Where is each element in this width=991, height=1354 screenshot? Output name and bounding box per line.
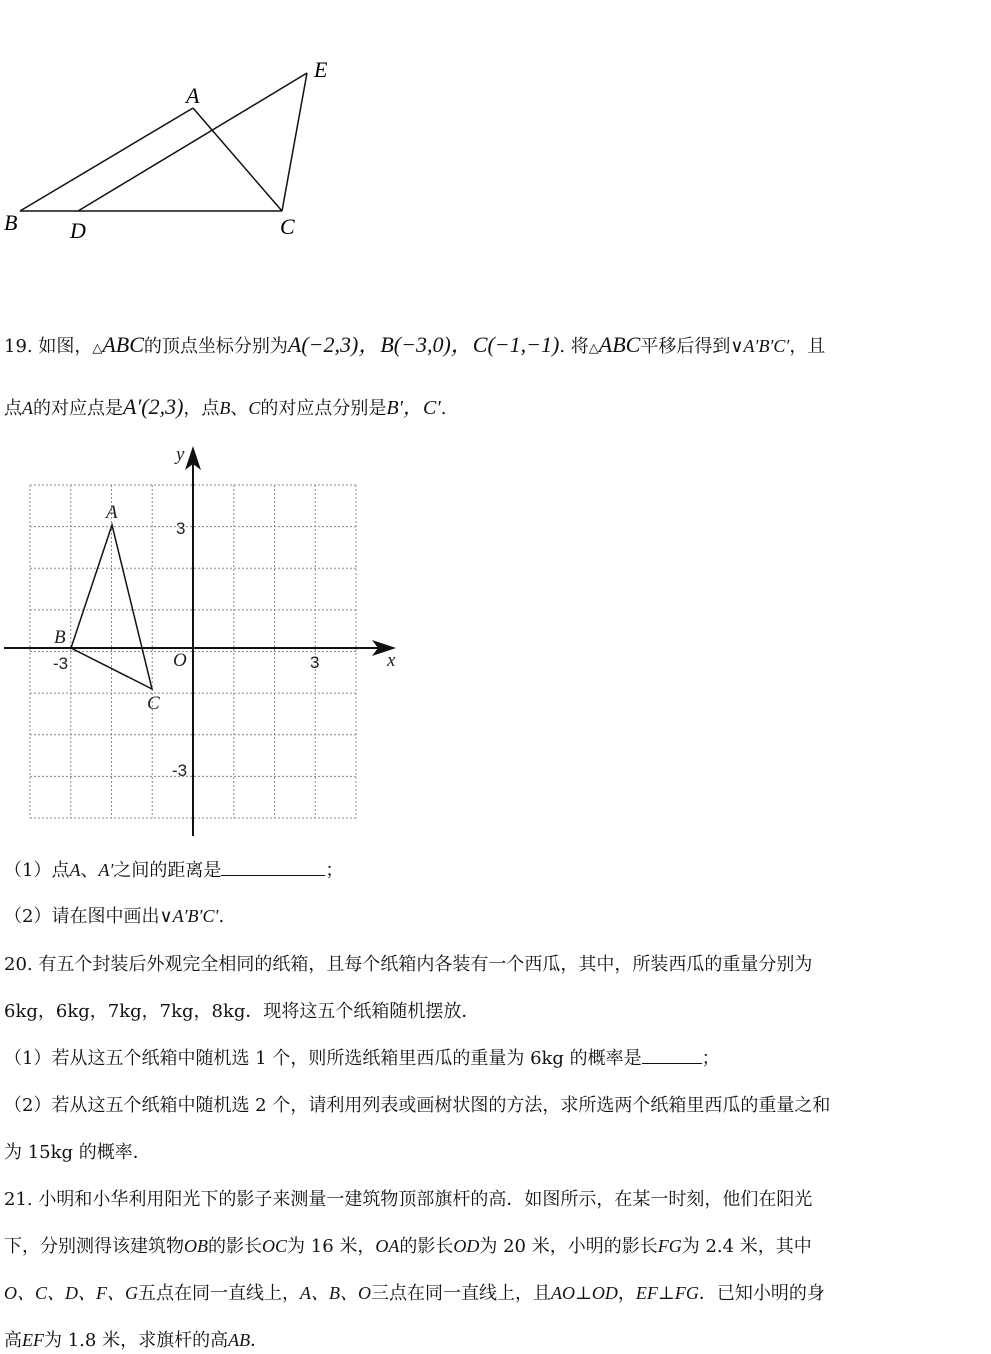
point-C-label: C <box>147 693 160 714</box>
q21-line4: 高EF为 1.8 米，求旗杆的高AB． <box>4 1330 269 1351</box>
tick-x-3: 3 <box>310 653 320 672</box>
q20-line2: 6kg，6kg，7kg，7kg，8kg．现将这五个纸箱随机摆放． <box>4 1001 480 1022</box>
label-E: E <box>314 57 328 82</box>
label-B: B <box>4 210 18 235</box>
q19-part2: （2）请在图中画出∨A′B′C′. <box>4 906 225 927</box>
tick-y-neg3: -3 <box>172 761 188 780</box>
point-A-label: A <box>106 502 118 523</box>
label-D: D <box>70 218 86 243</box>
q21-line2: 下，分别测得该建筑物OB的影长OC为 16 米，OA的影长OD为 20 米，小明的影长FG为 2.4 米，其中 <box>4 1236 812 1257</box>
q20-part1: （1）若从这五个纸箱中随机选 1 个，则所选纸箱里西瓜的重量为 6kg 的概率是 ； <box>4 1044 720 1070</box>
segment-BA <box>20 108 193 211</box>
triangle-figure <box>0 55 340 245</box>
label-A: A <box>186 83 200 108</box>
q21-line1: 21. 小明和小华利用阳光下的影子来测量一建筑物顶部旗杆的高．如图所示，在某一时刻，他们在阳光 <box>4 1189 813 1210</box>
tick-y-3: 3 <box>176 519 186 538</box>
q19-line2: 点A的对应点是A′(2,3)，点B、C的对应点分别是B′，C′. <box>4 394 447 419</box>
origin-label: O <box>173 650 187 671</box>
q20-part1-answer-blank[interactable] <box>642 1045 702 1064</box>
q19-part1: （1）点A、A′之间的距离是 ； <box>4 856 343 882</box>
segment-EC <box>282 73 307 211</box>
coordinate-grid <box>0 440 410 840</box>
q19-part1-answer-blank[interactable] <box>221 857 325 876</box>
q20-part2-line1: （2）若从这五个纸箱中随机选 2 个，请利用列表或画树状图的方法，求所选两个纸箱里西瓜的重量之和 <box>4 1095 831 1116</box>
tick-x-neg3: -3 <box>53 654 69 673</box>
segment-AC <box>193 108 282 211</box>
label-C: C <box>280 214 295 239</box>
q21-line3: O、C、D、F、G五点在同一直线上，A、B、O三点在同一直线上，且AO⊥OD，EF⊥FG．已知小明的身 <box>4 1283 825 1304</box>
point-B-label: B <box>54 627 66 648</box>
q19-line1: 19. 如图，△ABC的顶点坐标分别为A(−2,3)，B(−3,0)，C(−1,−1). 将△ABC平移后得到∨A′B′C′，且 <box>4 332 826 357</box>
q20-line1: 20. 有五个封装后外观完全相同的纸箱，且每个纸箱内各装有一个西瓜，其中，所装西瓜的重量分别为 <box>4 954 813 975</box>
y-axis-label: y <box>176 444 185 465</box>
q19-coords: A(−2,3)，B(−3,0)，C(−1,−1) <box>287 332 560 357</box>
q20-part2-line2: 为 15kg 的概率． <box>4 1142 151 1163</box>
x-axis-label: x <box>387 650 396 671</box>
